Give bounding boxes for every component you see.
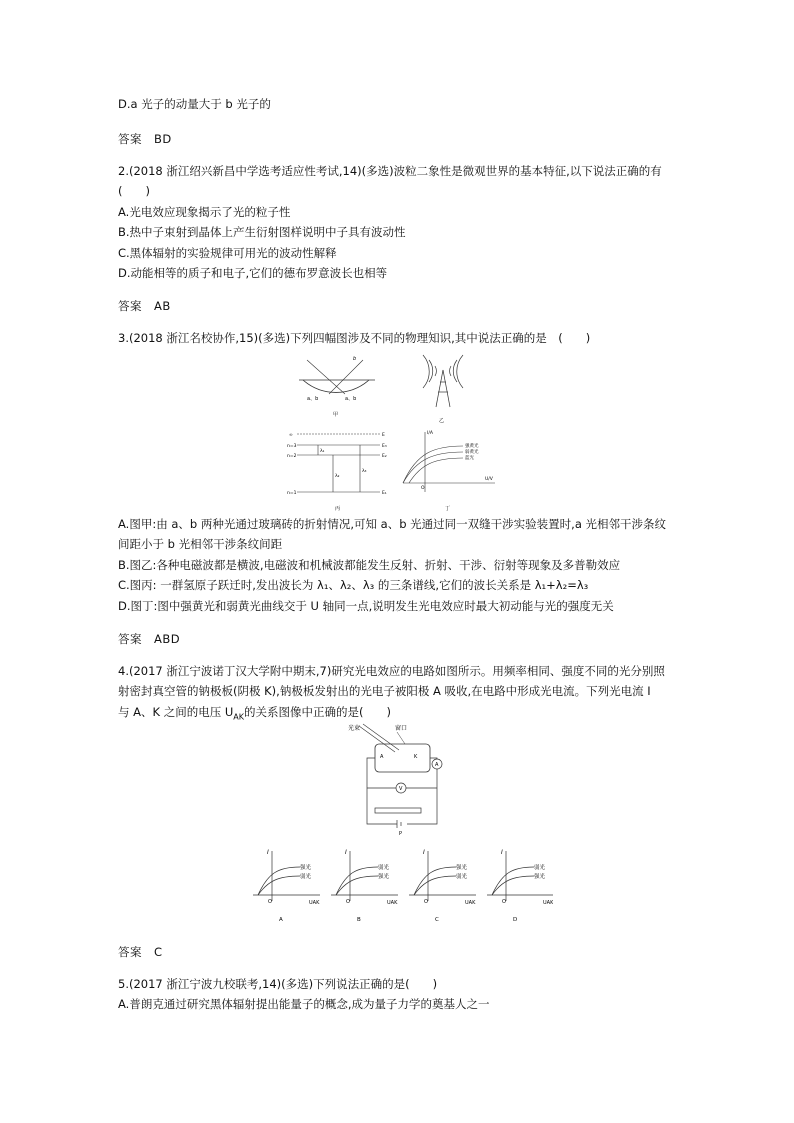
curve-top bbox=[414, 867, 456, 895]
q3-option-b: B.图乙:各种电磁波都是横波,电磁波和机械波都能发生反射、折射、干涉、衍射等现象及多普勒效应 bbox=[118, 558, 621, 572]
q3-option-c: C.图丙: 一群氢原子跃迁时,发出波长为 λ₁、λ₂、λ₃ 的三条谱线,它们的波长关系是 λ₁+λ₂=λ₃ bbox=[118, 578, 589, 592]
graph-letter: B bbox=[357, 917, 361, 923]
svg-text:P: P bbox=[399, 831, 403, 837]
axis-i-label: I bbox=[501, 849, 503, 856]
svg-text:λ₂: λ₂ bbox=[335, 474, 340, 479]
curve-top bbox=[258, 867, 300, 895]
q3-option-a-2: 间距小于 b 光相邻干涉条纹间距 bbox=[118, 537, 283, 551]
svg-text:A: A bbox=[380, 754, 384, 760]
axis-i-label: I bbox=[345, 849, 347, 856]
q2-option-b: B.热中子束射到晶体上产生衍射图样说明中子具有波动性 bbox=[118, 225, 406, 239]
graph-letter: A bbox=[279, 917, 283, 923]
axis-u-label: UAK bbox=[543, 900, 553, 906]
label-b: b bbox=[353, 356, 357, 362]
antenna-icon bbox=[423, 355, 463, 407]
question-4-line-3: 与 A、K 之间的电压 $U_{AK}$的关系图像中正确的是( ) bbox=[118, 705, 391, 722]
svg-text:E₂: E₂ bbox=[382, 454, 387, 459]
q2-option-d: D.动能相等的质子和电子,它们的德布罗意波长也相等 bbox=[118, 266, 388, 280]
curve-top-label: 强光 bbox=[456, 865, 468, 871]
panel-bing: 丙 bbox=[335, 506, 341, 512]
svg-text:A: A bbox=[435, 762, 439, 768]
curve-top bbox=[336, 867, 378, 895]
origin-label: O bbox=[424, 899, 428, 905]
svg-text:I/A: I/A bbox=[427, 431, 433, 436]
answer-4: 答案 C bbox=[118, 945, 163, 959]
svg-text:E₃: E₃ bbox=[382, 444, 387, 449]
svg-text:E₁: E₁ bbox=[382, 491, 387, 496]
label-ab-right: a、b bbox=[345, 396, 357, 402]
svg-text:光束: 光束 bbox=[348, 725, 361, 732]
graph-letter: D bbox=[513, 917, 518, 923]
svg-text:n=3: n=3 bbox=[287, 444, 297, 449]
origin-label: O bbox=[268, 899, 272, 905]
q5-option-a: A.普朗克通过研究黑体辐射提出能量子的概念,成为量子力学的奠基人之一 bbox=[118, 997, 490, 1011]
q3-option-d: D.图丁:图中强黄光和弱黄光曲线交于 U 轴同一点,说明发生光电效应时最大初动能与光的强度无关 bbox=[118, 599, 614, 613]
axis-u-label: UAK bbox=[309, 900, 320, 906]
panel-yi: 乙 bbox=[439, 418, 445, 424]
svg-text:窗口: 窗口 bbox=[395, 725, 408, 732]
origin-label: O bbox=[502, 899, 506, 905]
axis-i-label: I bbox=[423, 849, 425, 856]
circuit-diagram bbox=[345, 722, 455, 837]
answer-3: 答案 ABD bbox=[118, 632, 181, 646]
svg-text:∞: ∞ bbox=[289, 433, 293, 438]
question-2: 2.(2018 浙江绍兴新昌中学选考适应性考试,14)(多选)波粒二象性是微观世界的基本特征,以下说法正确的有 bbox=[118, 164, 662, 178]
q2-option-c: C.黑体辐射的实验规律可用光的波动性解释 bbox=[118, 246, 337, 260]
curve-bottom bbox=[492, 876, 534, 895]
curve-bottom-label: 强光 bbox=[378, 874, 390, 880]
option-d-q1: D.a 光子的动量大于 b 光子的 bbox=[118, 97, 271, 111]
origin-label: O bbox=[346, 899, 350, 905]
panel-jia: 甲 bbox=[333, 412, 339, 418]
label-ab-left: a、b bbox=[307, 396, 319, 402]
curve-bottom-label: 弱光 bbox=[456, 874, 468, 880]
question-4-line-2: 射密封真空管的钠极板(阴极 K),钠极板发射出的光电子被阳极 A 吸收,在电路中形成光电流。下列光电流 I bbox=[118, 684, 651, 698]
curve-top-label: 强光 bbox=[300, 865, 312, 871]
svg-text:U/V: U/V bbox=[485, 477, 493, 482]
svg-text:n=2: n=2 bbox=[287, 454, 297, 459]
axis-u-label: UAK bbox=[465, 900, 476, 906]
axis-u-label: UAK bbox=[387, 900, 398, 906]
answer-1: 答案 BD bbox=[118, 132, 172, 146]
curve-bottom bbox=[258, 876, 300, 895]
curve-top-label: 弱光 bbox=[534, 865, 546, 871]
q2-option-a: A.光电效应现象揭示了光的粒子性 bbox=[118, 205, 291, 219]
question-2-bracket: ( ) bbox=[118, 184, 150, 198]
svg-text:λ₁: λ₁ bbox=[320, 449, 325, 454]
svg-text:K: K bbox=[414, 754, 418, 760]
svg-text:蓝光: 蓝光 bbox=[465, 456, 474, 461]
panel-ding: 丁 bbox=[445, 506, 451, 512]
axis-i-label: I bbox=[267, 849, 269, 856]
curve-bottom bbox=[414, 876, 456, 895]
question-4-line-1: 4.(2017 浙江宁波诺丁汉大学附中期末,7)研究光电效应的电路如图所示。用频率相同、强度不同的光分别照 bbox=[118, 664, 665, 678]
curve-bottom bbox=[336, 876, 378, 895]
answer-2: 答案 AB bbox=[118, 299, 171, 313]
curve-top-label: 弱光 bbox=[378, 865, 390, 871]
svg-text:强黄光: 强黄光 bbox=[465, 444, 479, 449]
q3-option-a-1: A.图甲:由 a、b 两种光通过玻璃砖的折射情况,可知 a、b 光通过同一双缝干涉实验装置时,a 光相邻干涉条纹 bbox=[118, 517, 667, 531]
svg-text:λ₃: λ₃ bbox=[362, 469, 367, 474]
svg-text:n=1: n=1 bbox=[287, 491, 297, 496]
svg-text:E: E bbox=[382, 433, 385, 438]
graph-letter: C bbox=[435, 917, 439, 923]
curve-bottom-label: 强光 bbox=[534, 874, 546, 880]
curve-top bbox=[492, 867, 534, 895]
svg-text:O: O bbox=[421, 486, 425, 491]
svg-text:弱黄光: 弱黄光 bbox=[465, 450, 479, 455]
graph-options bbox=[248, 845, 553, 925]
curve-bottom-label: 弱光 bbox=[300, 874, 312, 880]
question-5: 5.(2017 浙江宁波九校联考,14)(多选)下列说法正确的是( ) bbox=[118, 977, 438, 991]
question-3: 3.(2018 浙江名校协作,15)(多选)下列四幅图涉及不同的物理知识,其中说法正确的是 ( ) bbox=[118, 331, 591, 345]
figure-3 bbox=[285, 352, 515, 512]
svg-text:V: V bbox=[399, 786, 403, 792]
